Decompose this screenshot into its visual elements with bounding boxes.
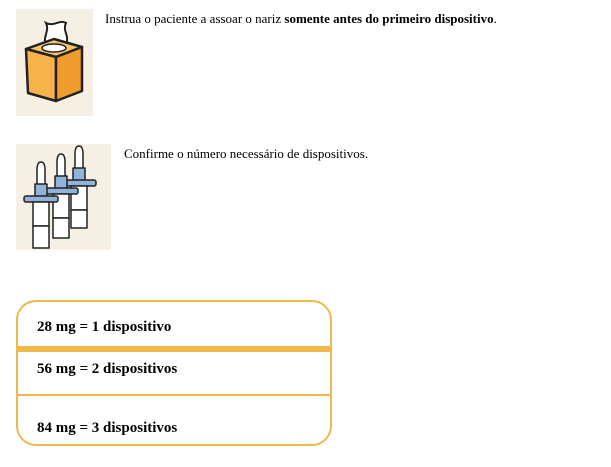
dose-row-label: 56 mg = 2 dispositivos [37, 361, 178, 377]
instruction-blow-nose [105, 11, 497, 27]
dose-row [18, 350, 330, 396]
instruction-blow-nose-emphasis: somente antes do primeiro dispositivo [284, 11, 494, 26]
dose-row-label: 28 mg = 1 dispositivo [37, 319, 172, 335]
dose-row [18, 302, 330, 347]
instruction-blow-nose-suffix: . [493, 11, 497, 26]
dose-row-label: 84 mg = 3 dispositivos [37, 420, 178, 436]
nasal-spray-devices-icon [16, 144, 111, 250]
dose-table [16, 300, 332, 446]
instruction-confirm-devices: Confirme o número necessário de dispositivos. [124, 146, 369, 161]
instruction-blow-nose-prefix: Instrua o paciente a assoar o nariz [105, 11, 285, 26]
tissue-box-icon [16, 9, 93, 116]
dose-row [18, 394, 330, 446]
